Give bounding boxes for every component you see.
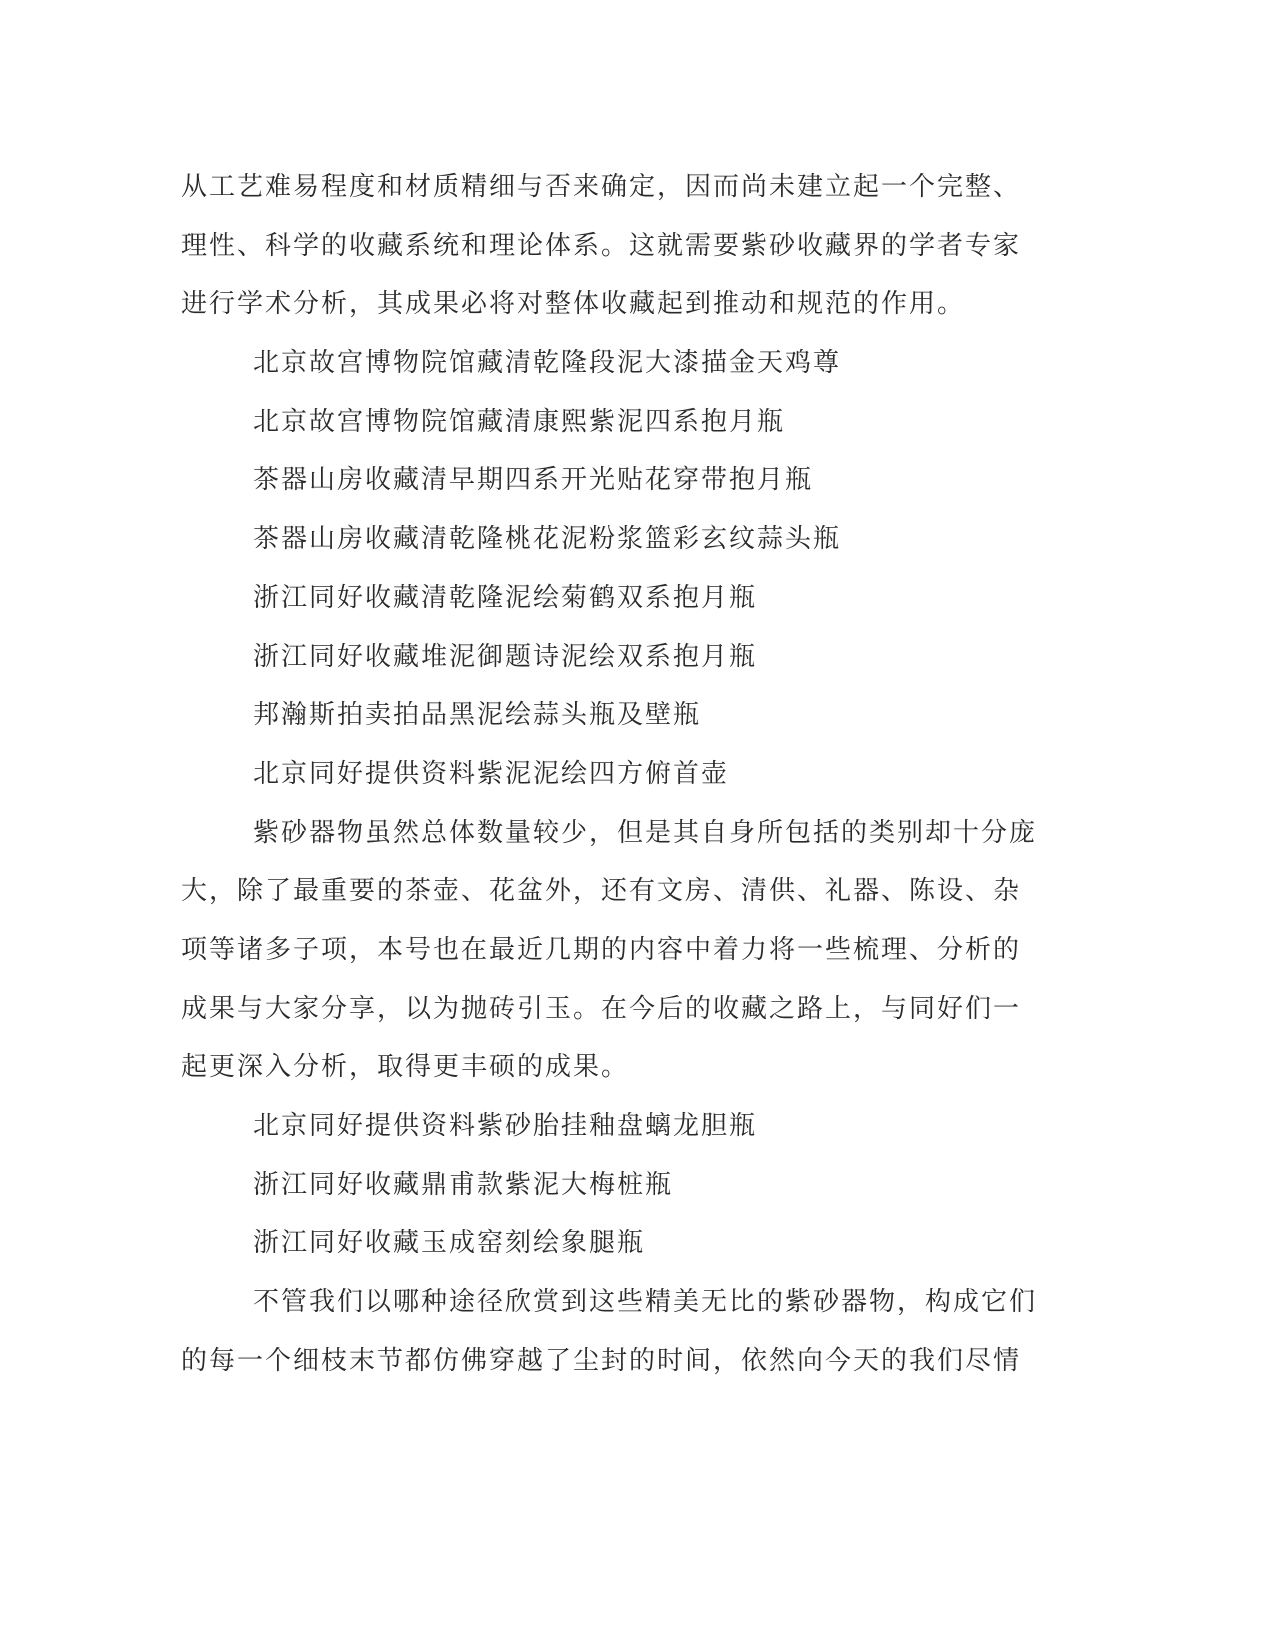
paragraph-line: 理性、科学的收藏系统和理论体系。这就需要紫砂收藏界的学者专家 xyxy=(181,230,1022,261)
paragraph-line: 的每一个细枝末节都仿佛穿越了尘封的时间，依然向今天的我们尽情 xyxy=(181,1345,1022,1376)
caption-line: 浙江同好收藏堆泥御题诗泥绘双系抱月瓶 xyxy=(253,641,758,672)
paragraph-line: 成果与大家分享，以为抛砖引玉。在今后的收藏之路上，与同好们一 xyxy=(181,993,1022,1024)
caption-line: 北京同好提供资料紫砂胎挂釉盘螭龙胆瓶 xyxy=(253,1111,758,1141)
caption-line: 北京故宫博物院馆藏清康熙紫泥四系抱月瓶 xyxy=(253,406,786,437)
paragraph-line: 紫砂器物虽然总体数量较少，但是其自身所包括的类别却十分庞 xyxy=(253,817,1038,848)
paragraph-line: 项等诸多子项，本号也在最近几期的内容中着力将一些梳理、分析的 xyxy=(181,934,1022,965)
paragraph-line: 从工艺难易程度和材质精细与否来确定，因而尚未建立起一个完整、 xyxy=(181,172,1022,202)
paragraph-line: 起更深入分析，取得更丰硕的成果。 xyxy=(181,1052,630,1083)
caption-line: 北京故宫博物院馆藏清乾隆段泥大漆描金天鸡尊 xyxy=(253,348,842,379)
caption-line: 浙江同好收藏玉成窑刻绘象腿瓶 xyxy=(253,1228,646,1259)
body-text xyxy=(181,158,1041,1390)
paragraph-line: 不管我们以哪种途径欣赏到这些精美无比的紫砂器物，构成它们 xyxy=(253,1287,1038,1318)
caption-line: 浙江同好收藏鼎甫款紫泥大梅桩瓶 xyxy=(253,1169,674,1200)
caption-line: 茶器山房收藏清早期四系开光贴花穿带抱月瓶 xyxy=(253,465,814,496)
paragraph-line: 进行学术分析，其成果必将对整体收藏起到推动和规范的作用。 xyxy=(181,289,966,320)
caption-line: 北京同好提供资料紫泥泥绘四方俯首壶 xyxy=(253,758,730,789)
caption-line: 浙江同好收藏清乾隆泥绘菊鹤双系抱月瓶 xyxy=(253,582,758,613)
paragraph-line: 大，除了最重要的茶壶、花盆外，还有文房、清供、礼器、陈设、杂 xyxy=(181,876,1022,907)
caption-line: 茶器山房收藏清乾隆桃花泥粉浆篮彩玄纹蒜头瓶 xyxy=(253,524,842,555)
caption-line: 邦瀚斯拍卖拍品黑泥绘蒜头瓶及壁瓶 xyxy=(253,700,702,731)
